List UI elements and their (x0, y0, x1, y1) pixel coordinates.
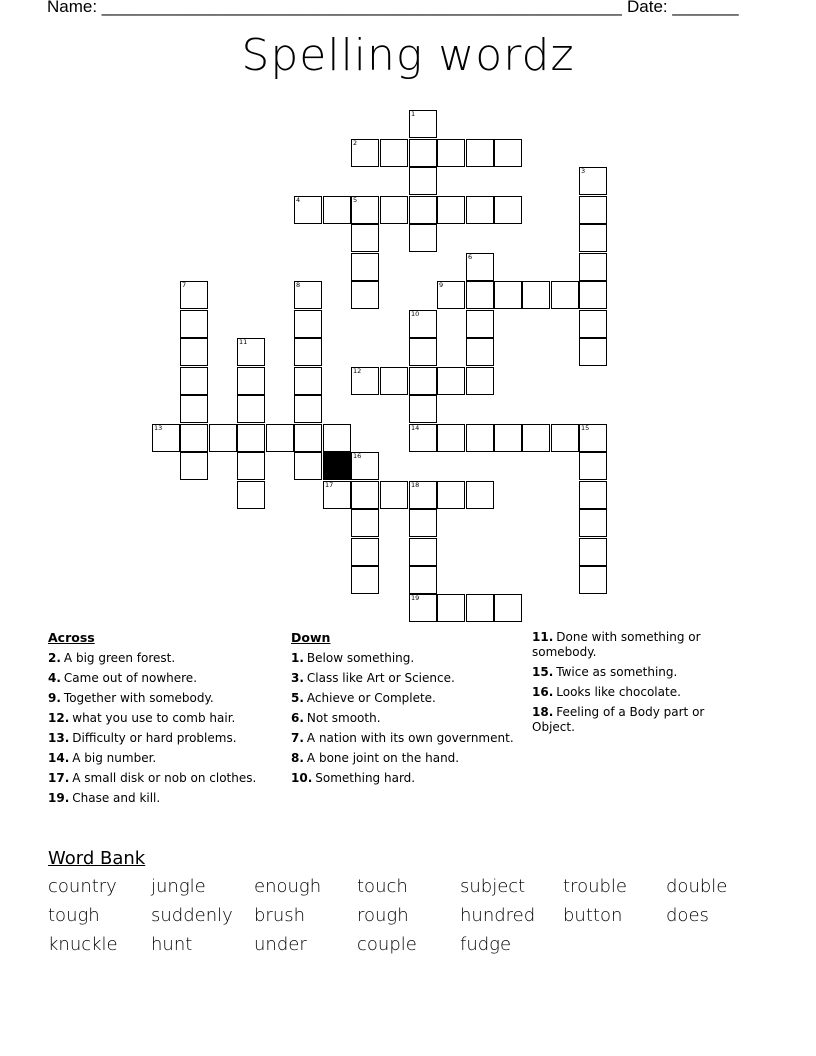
crossword-cell[interactable] (409, 367, 437, 395)
clue-number: 9 (439, 281, 444, 289)
crossword-cell[interactable] (579, 167, 607, 195)
crossword-cell[interactable] (351, 367, 379, 395)
crossword-cell[interactable] (380, 139, 408, 167)
word-bank-word: fudge (460, 934, 512, 955)
clue-number: 1. (291, 651, 304, 665)
crossword-cell[interactable] (323, 424, 351, 452)
clue-number: 17. (48, 771, 70, 785)
crossword-cell[interactable] (266, 424, 294, 452)
crossword-cell[interactable] (180, 281, 208, 309)
crossword-cell[interactable] (380, 481, 408, 509)
clue-number: 9. (48, 691, 61, 705)
word-bank-word: jungle (151, 876, 206, 897)
crossword-cell[interactable] (466, 139, 494, 167)
clue-number: 15 (581, 424, 590, 432)
crossword-cell[interactable] (351, 281, 379, 309)
word-bank-title: Word Bank (48, 848, 146, 869)
crossword-cell[interactable] (494, 281, 522, 309)
clue-number: 19 (411, 594, 420, 602)
crossword-cell[interactable] (237, 367, 265, 395)
clue-text: A nation with its own government. (306, 731, 514, 745)
clue-text: Came out of nowhere. (63, 671, 198, 685)
clue-text: Done with something or somebody. (532, 630, 701, 659)
clue-item (532, 665, 732, 680)
blocked-cell (323, 452, 351, 480)
clue-number: 2 (353, 139, 358, 147)
clue-number: 10 (411, 310, 420, 318)
clue-number: 18. (532, 705, 554, 719)
clue-text: A bone joint on the hand. (306, 751, 460, 765)
clue-item (48, 711, 283, 726)
word-bank-word: touch (357, 876, 408, 897)
crossword-cell[interactable] (351, 538, 379, 566)
clue-item (48, 671, 283, 686)
crossword-cell[interactable] (180, 367, 208, 395)
crossword-cell[interactable] (351, 253, 379, 281)
clue-number: 14 (411, 424, 420, 432)
crossword-cell[interactable] (294, 395, 322, 423)
crossword-cell[interactable] (466, 196, 494, 224)
clue-number: 18 (411, 481, 420, 489)
word-bank-word: hunt (151, 934, 193, 955)
crossword-cell[interactable] (294, 452, 322, 480)
crossword-cell[interactable] (551, 424, 579, 452)
crossword-cell[interactable] (466, 253, 494, 281)
crossword-cell[interactable] (294, 424, 322, 452)
crossword-cell[interactable] (522, 281, 550, 309)
word-bank-word: suddenly (151, 905, 233, 926)
crossword-cell[interactable] (522, 424, 550, 452)
crossword-cell[interactable] (323, 481, 351, 509)
word-bank-word: under (254, 934, 307, 955)
crossword-cell[interactable] (323, 196, 351, 224)
clue-item (48, 651, 283, 666)
clue-text: Twice as something. (556, 665, 678, 679)
crossword-cell[interactable] (294, 281, 322, 309)
crossword-cell[interactable] (437, 424, 465, 452)
crossword-cell[interactable] (437, 196, 465, 224)
word-bank-word: tough (48, 905, 100, 926)
clue-item (291, 731, 521, 746)
crossword-cell[interactable] (351, 196, 379, 224)
clue-item (291, 771, 521, 786)
crossword-cell[interactable] (409, 139, 437, 167)
crossword-cell[interactable] (466, 367, 494, 395)
clue-text: A big number. (72, 751, 157, 765)
crossword-cell[interactable] (409, 224, 437, 252)
clue-number: 11. (532, 630, 554, 644)
clue-number: 5 (353, 196, 358, 204)
clue-number: 11 (239, 338, 248, 346)
clue-number: 14. (48, 751, 70, 765)
clue-number: 4. (48, 671, 61, 685)
clue-item (48, 731, 283, 746)
clue-item (291, 751, 521, 766)
word-bank-word: hundred (460, 905, 536, 926)
word-bank-word: rough (357, 905, 409, 926)
down-heading: Down (291, 630, 331, 645)
crossword-cell[interactable] (180, 424, 208, 452)
crossword-cell[interactable] (180, 395, 208, 423)
crossword-cell[interactable] (551, 281, 579, 309)
crossword-cell[interactable] (409, 424, 437, 452)
crossword-cell[interactable] (494, 424, 522, 452)
crossword-cell[interactable] (351, 566, 379, 594)
clue-number: 12 (353, 367, 362, 375)
crossword-cell[interactable] (494, 196, 522, 224)
clue-text: Feeling of a Body part or Object. (532, 705, 705, 734)
clue-text: Below something. (306, 651, 415, 665)
clue-text: A small disk or nob on clothes. (72, 771, 257, 785)
clue-number: 13. (48, 731, 70, 745)
clue-text: what you use to comb hair. (72, 711, 236, 725)
across-clues (48, 630, 283, 811)
crossword-cell[interactable] (380, 367, 408, 395)
crossword-cell[interactable] (579, 481, 607, 509)
crossword-cell[interactable] (237, 395, 265, 423)
date-field-label: Date: _______ (627, 0, 739, 16)
clue-number: 8 (296, 281, 301, 289)
clue-text: Looks like chocolate. (556, 685, 681, 699)
crossword-cell[interactable] (409, 196, 437, 224)
clue-number: 8. (291, 751, 304, 765)
clue-number: 3 (581, 167, 586, 175)
clue-number: 16. (532, 685, 554, 699)
clue-item (48, 751, 283, 766)
clue-number: 15. (532, 665, 554, 679)
crossword-cell[interactable] (579, 338, 607, 366)
crossword-cell[interactable] (351, 452, 379, 480)
crossword-cell[interactable] (409, 509, 437, 537)
crossword-cell[interactable] (466, 310, 494, 338)
crossword-cell[interactable] (494, 139, 522, 167)
crossword-cell[interactable] (409, 594, 437, 622)
crossword-cell[interactable] (237, 481, 265, 509)
crossword-cell[interactable] (409, 481, 437, 509)
crossword-cell[interactable] (466, 481, 494, 509)
crossword-cell[interactable] (237, 338, 265, 366)
clue-text: Difficulty or hard problems. (72, 731, 237, 745)
crossword-cell[interactable] (579, 509, 607, 537)
crossword-cell[interactable] (409, 566, 437, 594)
crossword-cell[interactable] (237, 452, 265, 480)
clue-number: 19. (48, 791, 70, 805)
crossword-cell[interactable] (579, 452, 607, 480)
clue-item (48, 791, 283, 806)
clue-number: 7. (291, 731, 304, 745)
clue-number: 6 (468, 253, 473, 261)
clue-text: Achieve or Complete. (306, 691, 436, 705)
crossword-cell[interactable] (409, 310, 437, 338)
crossword-cell[interactable] (466, 594, 494, 622)
crossword-cell[interactable] (294, 338, 322, 366)
clue-number: 2. (48, 651, 61, 665)
clue-item (291, 711, 521, 726)
clue-item (291, 651, 521, 666)
clue-number: 7 (182, 281, 187, 289)
word-bank-word: subject (460, 876, 526, 897)
clue-number: 1 (411, 110, 416, 118)
clue-text: Class like Art or Science. (306, 671, 455, 685)
clue-text: Chase and kill. (72, 791, 161, 805)
clue-text: A big green forest. (63, 651, 176, 665)
down-clues-continued (532, 630, 732, 740)
crossword-cell[interactable] (409, 167, 437, 195)
crossword-cell[interactable] (579, 196, 607, 224)
crossword-cell[interactable] (437, 481, 465, 509)
clue-number: 4 (296, 196, 301, 204)
crossword-cell[interactable] (579, 566, 607, 594)
crossword-cell[interactable] (437, 367, 465, 395)
clue-text: Something hard. (315, 771, 416, 785)
clue-item (291, 671, 521, 686)
word-bank-word: double (666, 876, 728, 897)
word-bank-word: button (563, 905, 623, 926)
crossword-cell[interactable] (409, 338, 437, 366)
clue-item (48, 691, 283, 706)
clue-number: 13 (154, 424, 163, 432)
name-field-label: Name: _______________________________________________________ (47, 0, 622, 16)
crossword-cell[interactable] (437, 139, 465, 167)
crossword-cell[interactable] (466, 338, 494, 366)
clue-text: Not smooth. (306, 711, 381, 725)
word-bank-word: enough (254, 876, 322, 897)
clue-item (291, 691, 521, 706)
crossword-cell[interactable] (579, 424, 607, 452)
crossword-cell[interactable] (466, 281, 494, 309)
clue-number: 16 (353, 452, 362, 460)
crossword-cell[interactable] (180, 310, 208, 338)
clue-number: 10. (291, 771, 313, 785)
crossword-cell[interactable] (294, 310, 322, 338)
crossword-cell[interactable] (180, 338, 208, 366)
word-bank-word: does (666, 905, 709, 926)
crossword-cell[interactable] (380, 196, 408, 224)
crossword-cell[interactable] (294, 196, 322, 224)
crossword-cell[interactable] (579, 224, 607, 252)
across-heading: Across (48, 630, 95, 645)
clue-number: 3. (291, 671, 304, 685)
crossword-cell[interactable] (579, 281, 607, 309)
crossword-cell[interactable] (351, 481, 379, 509)
page-title: Spelling wordz (241, 30, 575, 81)
crossword-cell[interactable] (351, 224, 379, 252)
word-bank-word: brush (254, 905, 306, 926)
clue-number: 17 (325, 481, 334, 489)
crossword-cell[interactable] (579, 538, 607, 566)
clue-item (48, 771, 283, 786)
crossword-cell[interactable] (409, 538, 437, 566)
clue-text: Together with somebody. (63, 691, 214, 705)
crossword-cell[interactable] (409, 110, 437, 138)
crossword-cell[interactable] (579, 310, 607, 338)
clue-number: 12. (48, 711, 70, 725)
crossword-cell[interactable] (351, 139, 379, 167)
crossword-cell[interactable] (294, 367, 322, 395)
word-bank-word: knuckle (48, 934, 118, 955)
word-bank-word: couple (357, 934, 417, 955)
crossword-cell[interactable] (579, 253, 607, 281)
clue-number: 5. (291, 691, 304, 705)
crossword-cell[interactable] (351, 509, 379, 537)
crossword-cell[interactable] (437, 281, 465, 309)
crossword-cell[interactable] (466, 424, 494, 452)
crossword-cell[interactable] (209, 424, 237, 452)
crossword-cell[interactable] (409, 395, 437, 423)
clue-item (532, 705, 732, 735)
down-clues (291, 630, 521, 791)
clue-item (532, 685, 732, 700)
clue-item (532, 630, 732, 660)
crossword-cell[interactable] (494, 594, 522, 622)
crossword-cell[interactable] (152, 424, 180, 452)
crossword-cell[interactable] (437, 594, 465, 622)
crossword-cell[interactable] (237, 424, 265, 452)
crossword-cell[interactable] (180, 452, 208, 480)
clue-number: 6. (291, 711, 304, 725)
word-bank-word: country (48, 876, 117, 897)
word-bank-word: trouble (563, 876, 627, 897)
